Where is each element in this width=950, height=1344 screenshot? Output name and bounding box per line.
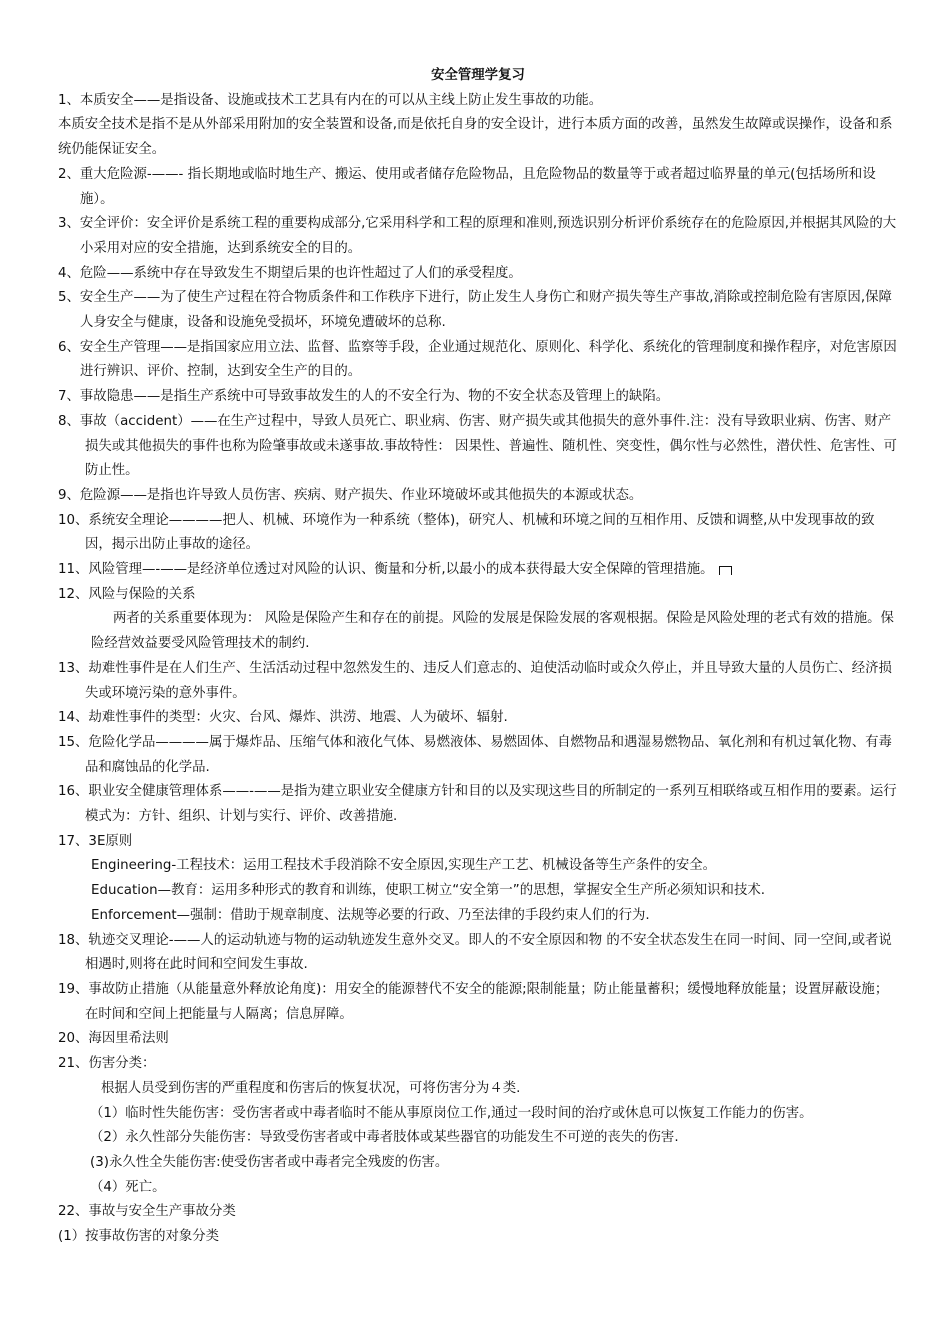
- item-12: 12、风险与保险的关系: [58, 586, 196, 602]
- item-14: 14、劫难性事件的类型：火灾、台风、爆炸、洪涝、地震、人为破坏、辐射.: [58, 710, 508, 726]
- item-19: 19、事故防止措施（从能量意外释放论角度)：用安全的能源替代不安全的能源;限制能量；防止能量蓄积；缓慢地释放能量；设置屏蔽设施；在时间和空间上把能量与人隔离；信息屏障。: [58, 982, 889, 1022]
- item-9: 9、危险源——是指也许导致人员伤害、疾病、财产损失、作业环境破坏或其他损失的本源或状态。: [58, 487, 643, 503]
- item-2: 2、重大危险源-——- 指长期地或临时地生产、搬运、使用或者储存危险物品，且危险物品的数量等于或者超过临界量的单元(包括场所和设施）。: [58, 166, 876, 207]
- item-22: 22、事故与安全生产事故分类: [58, 1204, 236, 1220]
- item-17-engineering: Engineering-工程技术：运用工程技术手段消除不安全原因,实现生产工艺、机械设备等生产条件的安全。: [91, 858, 717, 874]
- item-16: 16、职业安全健康管理体系——-——是指为建立职业安全健康方针和目的以及实现这些目的所制定的一系列互相联络或互相作用的要素。运行模式为：方针、组织、计划与实行、评价、改善措施.: [58, 784, 897, 825]
- item-18: 18、轨迹交叉理论-——人的运动轨迹与物的运动轨迹发生意外交叉。即人的不安全原因和物 的不安全状态发生在同一时间、同一空间,或者说相遇时,则将在此时间和空间发生事故.: [58, 932, 892, 973]
- item-10: 10、系统安全理论————把人、机械、环境作为一种系统（整体)，研究人、机械和环境之间的互相作用、反馈和调整,从中发现事故的致因，揭示出防止事故的途径。: [58, 512, 875, 553]
- item-7: 7、事故隐患——是指生产系统中可导致事故发生的人的不安全行为、物的不安全状态及管理上的缺陷。: [58, 389, 670, 405]
- item-1: 1、本质安全——是指设备、设施或技术工艺具有内在的可以从主线上防止发生事故的功能。: [58, 92, 603, 108]
- item-3: 3、安全评价：安全评价是系统工程的重要构成部分,它采用科学和工程的原理和准则,预选识别分析评价系统存在的危险原因,并根据其风险的大小采用对应的安全措施，达到系统安全的目的。: [58, 216, 897, 256]
- item-21-type-1: （1）临时性失能伤害：受伤害者或中毒者临时不能从事原岗位工作,通过一段时间的治疗或休息可以恢复工作能力的伤害。: [90, 1105, 813, 1121]
- item-21: 21、伤害分类：: [58, 1056, 156, 1072]
- item-15: 15、危险化学品————属于爆炸品、压缩气体和液化气体、易燃液体、易燃固体、自燃物品和遇湿易燃物品、氧化剂和有机过氧化物、有毒品和腐蚀品的化学品.: [58, 734, 892, 775]
- item-13: 13、劫难性事件是在人们生产、生活活动过程中忽然发生的、违反人们意志的、迫使活动临时或众久停止，并且导致大量的人员伤亡、经济损失或环境污染的意外事件。: [58, 660, 892, 701]
- item-17: 17、3E原则: [58, 833, 133, 849]
- item-11-text: 11、风险管理—-——是经济单位透过对风险的认识、衡量和分析,以最小的成本获得最大安全保障的管理措施。: [58, 562, 714, 578]
- item-5: 5、安全生产——为了使生产过程在符合物质条件和工作秩序下进行，防止发生人身伤亡和财产损失等生产事故,消除或控制危险有害原因,保障人身安全与健康，设备和设施免受损坏，环境免遭破坏的总称.: [58, 290, 892, 331]
- item-21-type-2: （2）永久性部分失能伤害：导致受伤害者或中毒者肢体或某些器官的功能发生不可逆的丧失的伤害.: [90, 1130, 679, 1146]
- item-21-intro: 根据人员受到伤害的严重程度和伤害后的恢复状况，可将伤害分为４类.: [101, 1080, 521, 1096]
- item-6: 6、安全生产管理——是指国家应用立法、监督、监察等手段，企业通过规范化、原则化、科学化、系统化的管理制度和操作程序，对危害原因进行辨识、评价、控制，达到安全生产的目的。: [58, 339, 897, 380]
- item-21-type-3: (3)永久性全失能伤害:使受伤害者或中毒者完全残废的伤害。: [90, 1154, 449, 1170]
- item-20: 20、海因里希法则: [58, 1031, 169, 1047]
- item-8: 8、事故（accident）——在生产过程中，导致人员死亡、职业病、伤害、财产损失或其他损失的意外事件.注：没有导致职业病、伤害、财产损失或其他损失的事件也称为险肇事故或未遂事故.事故特性： 因果性、普遍性、随机性、突变性，偶尔性与必然性，潜伏性、危害性、可防止性。: [58, 413, 897, 479]
- page-title: 安全管理学复习: [431, 68, 525, 83]
- item-17-enforcement: Enforcement—强制：借助于规章制度、法规等必要的行政、乃至法律的手段约束人们的行为.: [91, 907, 650, 923]
- item-21-type-4: （4）死亡。: [90, 1179, 166, 1195]
- item-12-detail: 两者的关系重要体现为： 风险是保险产生和存在的前提。风险的发展是保险发展的客观根据。保险是风险处理的老式有效的措施。保险经营效益要受风险管理技术的制约.: [91, 611, 894, 652]
- item-22-sub-1: (1）按事故伤害的对象分类: [58, 1229, 220, 1245]
- item-4: 4、危险——系统中存在导致发生不期望后果的也许性超过了人们的承受程度。: [58, 265, 522, 281]
- item-17-education: Education—教育：运用多种形式的教育和训练，使职工树立“安全第一”的思想，掌握安全生产所必须知识和技术.: [91, 883, 765, 899]
- item-1-note: 本质安全技术是指不是从外部采用附加的安全装置和设备,而是依托自身的安全设计，进行本质方面的改善，虽然发生故障或误操作，设备和系统仍能保证安全。: [58, 117, 893, 158]
- bracket-mark-icon: [719, 566, 732, 575]
- item-11: [58, 558, 898, 583]
